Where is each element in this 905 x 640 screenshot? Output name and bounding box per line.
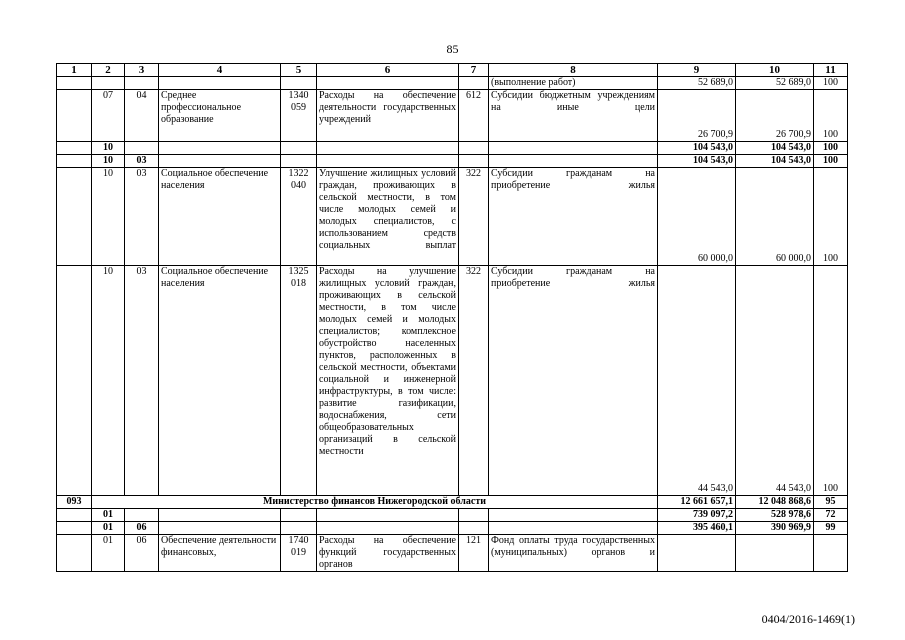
cell-c9: 104 543,0 <box>658 155 736 168</box>
cell-c9 <box>658 535 736 572</box>
cell-c2: 07 <box>92 90 125 142</box>
page-number: 85 <box>446 42 459 56</box>
col-header-8: 8 <box>489 64 658 77</box>
cell-c9: 395 460,1 <box>658 522 736 535</box>
cell-c4 <box>159 522 281 535</box>
cell-c3: 03 <box>125 168 159 266</box>
cell-c6 <box>317 142 459 155</box>
cell-c3 <box>125 509 159 522</box>
cell-c5-part1: 1740 <box>288 535 309 546</box>
table-row <box>57 535 848 572</box>
table-row <box>57 168 848 266</box>
cell-c9: 104 543,0 <box>658 142 736 155</box>
cell-c5 <box>281 168 317 266</box>
cell-c5 <box>281 77 317 90</box>
col-header-11: 11 <box>814 64 848 77</box>
cell-c5-part2: 059 <box>291 102 306 113</box>
cell-c10: 104 543,0 <box>736 142 814 155</box>
cell-c3: 03 <box>125 155 159 168</box>
cell-c7 <box>459 509 489 522</box>
cell-c6: Расходы на улучшение жилищных условий граждан, проживающих в сельской местности, в том числе молодых семей и молодых специалистов; комплексное обустройство населенных пунктов, расположенных в сельской местности, объектами социальной и инженерной инфраструктуры, в том числе: развитие газификации, водоснабжения, сети общеобразовательных организаций в сельской местности <box>317 266 459 496</box>
ministry-name: Министерство финансов Нижегородской области <box>92 496 658 509</box>
cell-c9: 60 000,0 <box>658 168 736 266</box>
cell-c1: 093 <box>57 496 92 509</box>
cell-c1 <box>57 155 92 168</box>
cell-c9: 739 097,2 <box>658 509 736 522</box>
cell-c11: 100 <box>814 142 848 155</box>
cell-c4: Социальное обеспечение населения <box>159 266 281 496</box>
cell-c7: 322 <box>459 266 489 496</box>
cell-c11: 100 <box>814 77 848 90</box>
cell-c11: 72 <box>814 509 848 522</box>
cell-c2: 10 <box>92 155 125 168</box>
cell-c1 <box>57 535 92 572</box>
cell-c8 <box>489 509 658 522</box>
cell-c11: 100 <box>814 266 848 496</box>
cell-c5-part2: 040 <box>291 180 306 191</box>
cell-c1 <box>57 509 92 522</box>
cell-c3 <box>125 142 159 155</box>
cell-c11: 99 <box>814 522 848 535</box>
cell-c4: Социальное обеспечение населения <box>159 168 281 266</box>
col-header-4: 4 <box>159 64 281 77</box>
cell-c4 <box>159 155 281 168</box>
cell-c7 <box>459 155 489 168</box>
cell-c8: Субсидии бюджетным учреждениям на иные цели <box>489 90 658 142</box>
cell-c11: 100 <box>814 90 848 142</box>
cell-c10: 60 000,0 <box>736 168 814 266</box>
cell-c5 <box>281 155 317 168</box>
cell-c7 <box>459 77 489 90</box>
cell-c10: 104 543,0 <box>736 155 814 168</box>
cell-c5 <box>281 142 317 155</box>
cell-c2: 10 <box>92 168 125 266</box>
cell-c5-part1: 1322 <box>288 168 309 179</box>
cell-c10: 44 543,0 <box>736 266 814 496</box>
column-header-row <box>57 64 848 77</box>
cell-c6 <box>317 77 459 90</box>
cell-c4 <box>159 142 281 155</box>
cell-c3: 03 <box>125 266 159 496</box>
cell-c5 <box>281 266 317 496</box>
col-header-10: 10 <box>736 64 814 77</box>
table-row <box>57 266 848 496</box>
cell-c7: 612 <box>459 90 489 142</box>
cell-c3: 06 <box>125 522 159 535</box>
cell-c1 <box>57 522 92 535</box>
cell-c2: 10 <box>92 142 125 155</box>
cell-c5 <box>281 90 317 142</box>
cell-c2: 01 <box>92 522 125 535</box>
cell-c10: 12 048 868,6 <box>736 496 814 509</box>
col-header-3: 3 <box>125 64 159 77</box>
table-row <box>57 509 848 522</box>
cell-c4: Обеспечение деятельности финансовых, <box>159 535 281 572</box>
cell-c11: 100 <box>814 168 848 266</box>
cell-c1 <box>57 90 92 142</box>
col-header-7: 7 <box>459 64 489 77</box>
cell-c6: Расходы на обеспечение деятельности государственных учреждений <box>317 90 459 142</box>
table-row <box>57 522 848 535</box>
cell-c1 <box>57 77 92 90</box>
cell-c7 <box>459 522 489 535</box>
cell-c6 <box>317 509 459 522</box>
cell-c11: 100 <box>814 155 848 168</box>
cell-c8 <box>489 522 658 535</box>
cell-c5-part1: 1340 <box>288 90 309 101</box>
cell-c8 <box>489 142 658 155</box>
col-header-9: 9 <box>658 64 736 77</box>
cell-c6 <box>317 155 459 168</box>
document-code: 0404/2016-1469(1) <box>761 612 855 626</box>
cell-c5 <box>281 522 317 535</box>
cell-c4 <box>159 509 281 522</box>
table-row <box>57 77 848 90</box>
cell-c1 <box>57 142 92 155</box>
cell-c9: 44 543,0 <box>658 266 736 496</box>
cell-c8: Субсидии гражданам на приобретение жилья <box>489 168 658 266</box>
cell-c10: 26 700,9 <box>736 90 814 142</box>
cell-c6: Улучшение жилищных условий граждан, проживающих в сельской местности, в том числе молодых семей и молодых специалистов, с использованием средств социальных выплат <box>317 168 459 266</box>
cell-c4 <box>159 77 281 90</box>
table-row <box>57 496 848 509</box>
cell-c7: 121 <box>459 535 489 572</box>
cell-c5 <box>281 535 317 572</box>
cell-c3: 04 <box>125 90 159 142</box>
table-row <box>57 90 848 142</box>
table-row <box>57 142 848 155</box>
cell-c3: 06 <box>125 535 159 572</box>
col-header-1: 1 <box>57 64 92 77</box>
cell-c9: 12 661 657,1 <box>658 496 736 509</box>
cell-c8: (выполнение работ) <box>489 77 658 90</box>
cell-c8 <box>489 155 658 168</box>
col-header-6: 6 <box>317 64 459 77</box>
cell-c3 <box>125 77 159 90</box>
cell-c2: 01 <box>92 535 125 572</box>
cell-c11 <box>814 535 848 572</box>
cell-c4: Среднее профессиональное образование <box>159 90 281 142</box>
cell-c5-part2: 018 <box>291 278 306 289</box>
cell-c6: Расходы на обеспечение функций государственных органов <box>317 535 459 572</box>
cell-c2 <box>92 77 125 90</box>
cell-c2: 10 <box>92 266 125 496</box>
cell-c6 <box>317 522 459 535</box>
cell-c10 <box>736 535 814 572</box>
col-header-5: 5 <box>281 64 317 77</box>
cell-c2: 01 <box>92 509 125 522</box>
cell-c7 <box>459 142 489 155</box>
cell-c9: 26 700,9 <box>658 90 736 142</box>
cell-c5-part2: 019 <box>291 547 306 558</box>
cell-c5 <box>281 509 317 522</box>
cell-c8: Фонд оплаты труда государственных (муниципальных) органов и <box>489 535 658 572</box>
col-header-2: 2 <box>92 64 125 77</box>
cell-c9: 52 689,0 <box>658 77 736 90</box>
cell-c7: 322 <box>459 168 489 266</box>
cell-c8: Субсидии гражданам на приобретение жилья <box>489 266 658 496</box>
cell-c10: 390 969,9 <box>736 522 814 535</box>
cell-c1 <box>57 266 92 496</box>
cell-c1 <box>57 168 92 266</box>
budget-table <box>56 63 848 572</box>
table-row <box>57 155 848 168</box>
cell-c11: 95 <box>814 496 848 509</box>
cell-c10: 528 978,6 <box>736 509 814 522</box>
cell-c10: 52 689,0 <box>736 77 814 90</box>
cell-c5-part1: 1325 <box>288 266 309 277</box>
